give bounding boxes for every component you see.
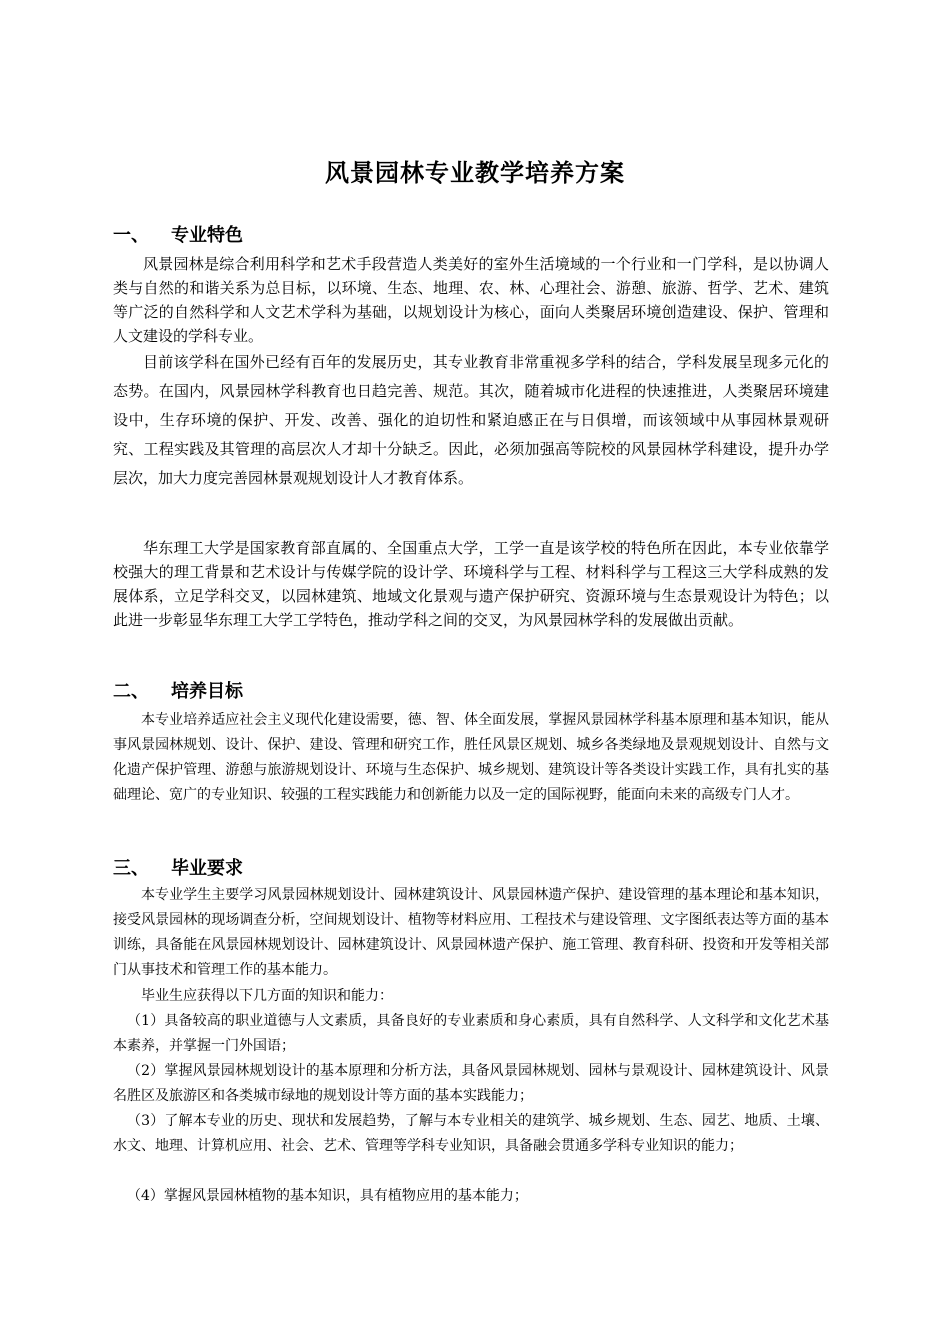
list-item: （4）掌握风景园林植物的基本知识，具有植物应用的基本能力； (127, 1188, 528, 1204)
requirement-item-3 (113, 1109, 829, 1159)
section-1-paragraph-1 (113, 252, 829, 348)
list-item: （1）具备较高的职业道德与人文素质，具备良好的专业素质和身心素质，具有自然科学、人文科学和文化艺术基本素养，并掌握一门外国语； (113, 1013, 829, 1054)
section-heading-goals (113, 678, 243, 706)
section-2-paragraph-1 (113, 708, 829, 808)
section-1-paragraph-3 (113, 536, 829, 632)
list-item: （2）掌握风景园林规划设计的基本原理和分析方法，具备风景园林规划、园林与景观设计、园林建筑设计、风景名胜区及旅游区和各类城市绿地的规划设计等方面的基本实践能力； (113, 1063, 829, 1104)
requirement-item-2 (113, 1059, 829, 1109)
section-3-paragraph-2 (113, 984, 829, 1009)
paragraph: 本专业培养适应社会主义现代化建设需要，德、智、体全面发展，掌握风景园林学科基本原理和基本知识，能从事风景园林规划、设计、保护、建设、管理和研究工作，胜任风景区规划、城乡各类绿地及景观规划设计、自然与文化遗产保护管理、游憩与旅游规划设计、环境与生态保护、城乡规划、建筑设计等各类设计实践工作，具有扎实的基础理论、宽广的专业知识、较强的工程实践能力和创新能力以及一定的国际视野，能面向未来的高级专门人才。 (113, 712, 829, 803)
section-number: 三、 (113, 858, 149, 879)
section-1-paragraph-2 (113, 348, 829, 493)
requirement-item-1 (113, 1009, 829, 1059)
paragraph: 目前该学科在国外已经有百年的发展历史，其专业教育非常重视多学科的结合，学科发展呈现多元化的态势。在国内，风景园林学科教育也日趋完善、规范。其次，随着城市化进程的快速推进，人类聚居环境建设中，生存环境的保护、开发、改善、强化的迫切性和紧迫感正在与日俱增，而该领域中从事园林景观研究、工程实践及其管理的高层次人才却十分缺乏。因此，必须加强高等院校的风景园林学科建设，提升办学层次，加大力度完善园林景观规划设计人才教育体系。 (113, 353, 829, 487)
section-number: 一、 (113, 225, 149, 246)
paragraph: 毕业生应获得以下几方面的知识和能力： (141, 988, 393, 1004)
paragraph: 华东理工大学是国家教育部直属的、全国重点大学，工学一直是该学校的特色所在因此，本专业依靠学校强大的理工背景和艺术设计与传媒学院的设计学、环境科学与工程、材料科学与工程这三大学科成熟的发展体系，立足学科交叉，以园林建筑、地域文化景观与遗产保护研究、资源环境与生态景观设计为特色；以此进一步彰显华东理工大学工学特色，推动学科之间的交叉，为风景园林学科的发展做出贡献。 (113, 539, 829, 629)
requirement-item-4 (113, 1184, 829, 1209)
section-number: 二、 (113, 681, 149, 702)
paragraph: 本专业学生主要学习风景园林规划设计、园林建筑设计、风景园林遗产保护、建设管理的基本理论和基本知识，接受风景园林的现场调查分析，空间规划设计、植物等材料应用、工程技术与建设管理、文字图纸表达等方面的基本训练，具备能在风景园林规划设计、园林建筑设计、风景园林遗产保护、施工管理、教育科研、投资和开发等相关部门从事技术和管理工作的基本能力。 (113, 887, 829, 978)
section-title: 毕业要求 (171, 858, 243, 879)
document-title: 风景园林专业教学培养方案 (325, 159, 625, 187)
section-3-paragraph-1 (113, 883, 829, 983)
section-title: 培养目标 (171, 681, 243, 702)
section-heading-features (113, 222, 243, 250)
section-title: 专业特色 (171, 225, 243, 246)
section-heading-requirements (113, 855, 243, 883)
list-item: （3）了解本专业的历史、现状和发展趋势，了解与本专业相关的建筑学、城乡规划、生态、园艺、地质、土壤、水文、地理、计算机应用、社会、艺术、管理等学科专业知识，具备融会贯通多学科专业知识的能力； (113, 1113, 829, 1154)
paragraph: 风景园林是综合利用科学和艺术手段营造人类美好的室外生活境域的一个行业和一门学科，是以协调人类与自然的和谐关系为总目标，以环境、生态、地理、农、林、心理社会、游憩、旅游、哲学、艺术、建筑等广泛的自然科学和人文艺术学科为基础，以规划设计为核心，面向人类聚居环境创造建设、保护、管理和人文建设的学科专业。 (113, 255, 829, 345)
